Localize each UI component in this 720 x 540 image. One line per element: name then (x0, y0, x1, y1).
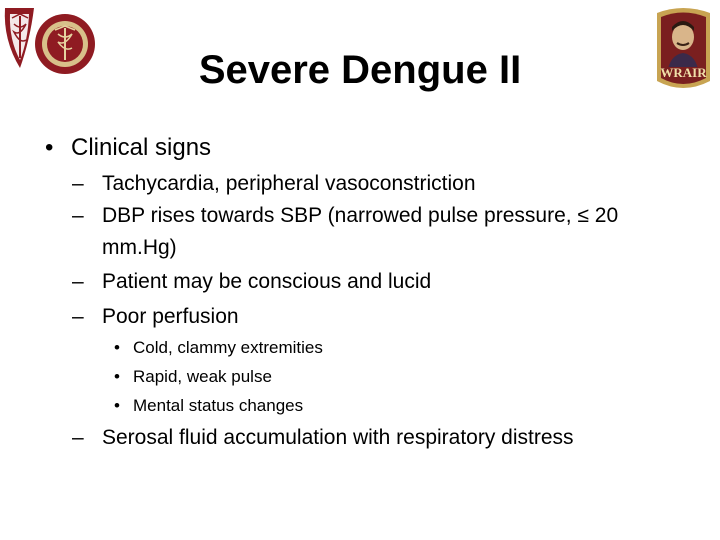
sub-bullet-text: Patient may be conscious and lucid (102, 270, 432, 293)
dash-marker: – (72, 204, 84, 227)
army-medical-caduceus-crest-icon (5, 8, 34, 68)
sub-sub-bullet-text: Mental status changes (133, 396, 304, 415)
army-medical-crest-logos (0, 0, 100, 82)
sub-sub-bullet-text: Rapid, weak pulse (133, 367, 272, 386)
bullet-marker: • (114, 367, 120, 386)
sub-bullet-text: Poor perfusion (102, 305, 239, 328)
sub-bullet-text: Serosal fluid accumulation with respiratory distress (102, 426, 574, 449)
sub-bullet-text: Tachycardia, peripheral vasoconstriction (102, 172, 476, 195)
sub-bullet-text: DBP rises towards SBP (narrowed pulse pressure, ≤ 20 mm.Hg) (102, 204, 619, 259)
bullet-marker: • (45, 134, 54, 161)
army-medical-shield-emblem-icon (35, 14, 95, 74)
wrair-portrait-badge-icon (655, 3, 712, 95)
bullet-text: Clinical signs (71, 134, 212, 161)
dash-marker: – (72, 172, 84, 195)
bullet-marker: • (114, 396, 120, 415)
dash-marker: – (72, 305, 84, 328)
dash-marker: – (72, 426, 84, 449)
slide-title: Severe Dengue II (198, 48, 522, 92)
bullet-marker: • (114, 338, 120, 357)
wrair-text: WRAIR (660, 65, 707, 80)
dash-marker: – (72, 270, 84, 293)
sub-sub-bullet-text: Cold, clammy extremities (133, 338, 323, 357)
